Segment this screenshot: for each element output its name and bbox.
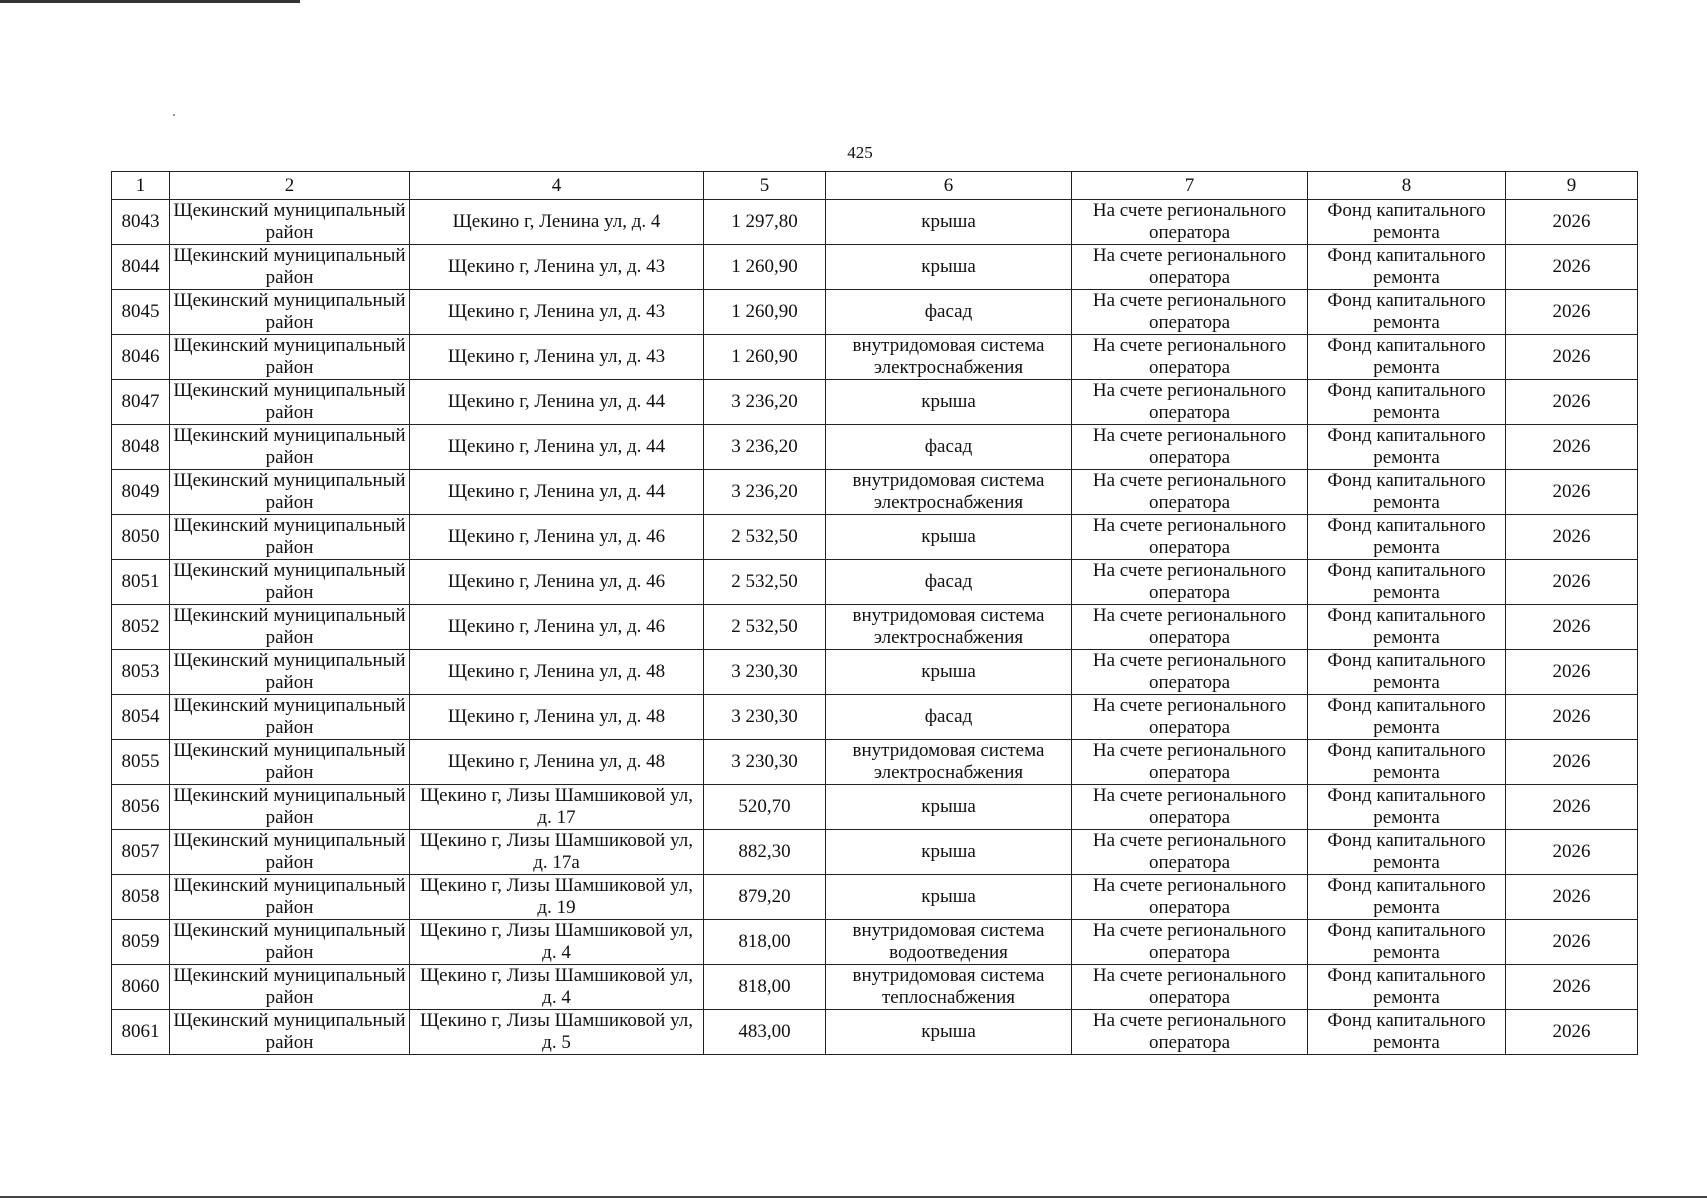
work-type-cell: крыша xyxy=(826,830,1072,875)
column-header: 1 xyxy=(112,172,170,200)
area-cell: 483,00 xyxy=(704,1010,826,1055)
district-cell: Щекинский муниципальный район xyxy=(170,1010,410,1055)
area-cell: 3 230,30 xyxy=(704,740,826,785)
district-cell: Щекинский муниципальный район xyxy=(170,740,410,785)
year-cell: 2026 xyxy=(1506,605,1638,650)
row-number-cell: 8043 xyxy=(112,200,170,245)
area-cell: 1 297,80 xyxy=(704,200,826,245)
year-cell: 2026 xyxy=(1506,785,1638,830)
address-cell: Щекино г, Лизы Шамшиковой ул, д. 19 xyxy=(410,875,704,920)
area-cell: 1 260,90 xyxy=(704,290,826,335)
row-number-cell: 8051 xyxy=(112,560,170,605)
year-cell: 2026 xyxy=(1506,245,1638,290)
address-cell: Щекино г, Ленина ул, д. 46 xyxy=(410,515,704,560)
row-number-cell: 8049 xyxy=(112,470,170,515)
address-cell: Щекино г, Ленина ул, д. 46 xyxy=(410,605,704,650)
year-cell: 2026 xyxy=(1506,650,1638,695)
table-row xyxy=(112,695,1638,740)
top-rule xyxy=(0,0,300,3)
row-number-cell: 8056 xyxy=(112,785,170,830)
address-cell: Щекино г, Лизы Шамшиковой ул, д. 4 xyxy=(410,965,704,1010)
funding-source-cell: Фонд капитального ремонта xyxy=(1308,200,1506,245)
area-cell: 3 230,30 xyxy=(704,650,826,695)
work-type-cell: крыша xyxy=(826,785,1072,830)
row-number-cell: 8046 xyxy=(112,335,170,380)
table-row xyxy=(112,380,1638,425)
year-cell: 2026 xyxy=(1506,740,1638,785)
district-cell: Щекинский муниципальный район xyxy=(170,470,410,515)
funding-source-cell: Фонд капитального ремонта xyxy=(1308,830,1506,875)
account-cell: На счете регионального оператора xyxy=(1072,920,1308,965)
row-number-cell: 8044 xyxy=(112,245,170,290)
column-header: 2 xyxy=(170,172,410,200)
funding-source-cell: Фонд капитального ремонта xyxy=(1308,785,1506,830)
address-cell: Щекино г, Ленина ул, д. 48 xyxy=(410,740,704,785)
account-cell: На счете регионального оператора xyxy=(1072,560,1308,605)
row-number-cell: 8060 xyxy=(112,965,170,1010)
work-type-cell: крыша xyxy=(826,380,1072,425)
funding-source-cell: Фонд капитального ремонта xyxy=(1308,920,1506,965)
table-row xyxy=(112,650,1638,695)
work-type-cell: фасад xyxy=(826,290,1072,335)
column-header: 8 xyxy=(1308,172,1506,200)
address-cell: Щекино г, Ленина ул, д. 46 xyxy=(410,560,704,605)
area-cell: 818,00 xyxy=(704,920,826,965)
funding-source-cell: Фонд капитального ремонта xyxy=(1308,605,1506,650)
account-cell: На счете регионального оператора xyxy=(1072,1010,1308,1055)
year-cell: 2026 xyxy=(1506,470,1638,515)
area-cell: 3 236,20 xyxy=(704,425,826,470)
year-cell: 2026 xyxy=(1506,380,1638,425)
area-cell: 818,00 xyxy=(704,965,826,1010)
table-row xyxy=(112,740,1638,785)
table-row xyxy=(112,515,1638,560)
funding-source-cell: Фонд капитального ремонта xyxy=(1308,650,1506,695)
work-type-cell: фасад xyxy=(826,425,1072,470)
area-cell: 879,20 xyxy=(704,875,826,920)
account-cell: На счете регионального оператора xyxy=(1072,425,1308,470)
row-number-cell: 8048 xyxy=(112,425,170,470)
address-cell: Щекино г, Ленина ул, д. 48 xyxy=(410,650,704,695)
column-header: 4 xyxy=(410,172,704,200)
account-cell: На счете регионального оператора xyxy=(1072,695,1308,740)
district-cell: Щекинский муниципальный район xyxy=(170,515,410,560)
account-cell: На счете регионального оператора xyxy=(1072,875,1308,920)
row-number-cell: 8059 xyxy=(112,920,170,965)
row-number-cell: 8047 xyxy=(112,380,170,425)
row-number-cell: 8061 xyxy=(112,1010,170,1055)
area-cell: 2 532,50 xyxy=(704,605,826,650)
year-cell: 2026 xyxy=(1506,695,1638,740)
district-cell: Щекинский муниципальный район xyxy=(170,245,410,290)
account-cell: На счете регионального оператора xyxy=(1072,245,1308,290)
area-cell: 2 532,50 xyxy=(704,560,826,605)
address-cell: Щекино г, Ленина ул, д. 43 xyxy=(410,290,704,335)
table-row xyxy=(112,200,1638,245)
district-cell: Щекинский муниципальный район xyxy=(170,200,410,245)
work-type-cell: крыша xyxy=(826,515,1072,560)
work-type-cell: крыша xyxy=(826,650,1072,695)
table-row xyxy=(112,785,1638,830)
account-cell: На счете регионального оператора xyxy=(1072,830,1308,875)
row-number-cell: 8058 xyxy=(112,875,170,920)
district-cell: Щекинский муниципальный район xyxy=(170,695,410,740)
district-cell: Щекинский муниципальный район xyxy=(170,335,410,380)
district-cell: Щекинский муниципальный район xyxy=(170,965,410,1010)
area-cell: 3 236,20 xyxy=(704,470,826,515)
account-cell: На счете регионального оператора xyxy=(1072,470,1308,515)
work-type-cell: внутридомовая система электроснабжения xyxy=(826,740,1072,785)
bottom-rule xyxy=(0,1196,1707,1198)
account-cell: На счете регионального оператора xyxy=(1072,740,1308,785)
table-row xyxy=(112,875,1638,920)
work-type-cell: крыша xyxy=(826,200,1072,245)
table-row xyxy=(112,290,1638,335)
work-type-cell: внутридомовая система электроснабжения xyxy=(826,470,1072,515)
funding-source-cell: Фонд капитального ремонта xyxy=(1308,560,1506,605)
district-cell: Щекинский муниципальный район xyxy=(170,785,410,830)
address-cell: Щекино г, Ленина ул, д. 44 xyxy=(410,380,704,425)
funding-source-cell: Фонд капитального ремонта xyxy=(1308,380,1506,425)
column-header: 7 xyxy=(1072,172,1308,200)
work-type-cell: крыша xyxy=(826,1010,1072,1055)
table-row xyxy=(112,605,1638,650)
area-cell: 3 236,20 xyxy=(704,380,826,425)
row-number-cell: 8045 xyxy=(112,290,170,335)
district-cell: Щекинский муниципальный район xyxy=(170,605,410,650)
year-cell: 2026 xyxy=(1506,965,1638,1010)
funding-source-cell: Фонд капитального ремонта xyxy=(1308,875,1506,920)
funding-source-cell: Фонд капитального ремонта xyxy=(1308,695,1506,740)
account-cell: На счете регионального оператора xyxy=(1072,200,1308,245)
work-type-cell: фасад xyxy=(826,695,1072,740)
area-cell: 882,30 xyxy=(704,830,826,875)
district-cell: Щекинский муниципальный район xyxy=(170,830,410,875)
address-cell: Щекино г, Лизы Шамшиковой ул, д. 17а xyxy=(410,830,704,875)
column-header: 9 xyxy=(1506,172,1638,200)
work-type-cell: внутридомовая система водоотведения xyxy=(826,920,1072,965)
account-cell: На счете регионального оператора xyxy=(1072,605,1308,650)
table-body xyxy=(112,200,1638,1055)
row-number-cell: 8055 xyxy=(112,740,170,785)
table-header-row xyxy=(112,172,1638,200)
area-cell: 3 230,30 xyxy=(704,695,826,740)
table-row xyxy=(112,335,1638,380)
work-type-cell: крыша xyxy=(826,245,1072,290)
table-row xyxy=(112,470,1638,515)
row-number-cell: 8053 xyxy=(112,650,170,695)
table-row xyxy=(112,1010,1638,1055)
funding-source-cell: Фонд капитального ремонта xyxy=(1308,1010,1506,1055)
work-type-cell: внутридомовая система теплоснабжения xyxy=(826,965,1072,1010)
year-cell: 2026 xyxy=(1506,560,1638,605)
table-row xyxy=(112,920,1638,965)
address-cell: Щекино г, Ленина ул, д. 44 xyxy=(410,470,704,515)
funding-source-cell: Фонд капитального ремонта xyxy=(1308,425,1506,470)
funding-source-cell: Фонд капитального ремонта xyxy=(1308,965,1506,1010)
account-cell: На счете регионального оператора xyxy=(1072,965,1308,1010)
year-cell: 2026 xyxy=(1506,515,1638,560)
account-cell: На счете регионального оператора xyxy=(1072,335,1308,380)
table-row xyxy=(112,245,1638,290)
funding-source-cell: Фонд капитального ремонта xyxy=(1308,335,1506,380)
page-number: 425 xyxy=(847,143,873,162)
funding-source-cell: Фонд капитального ремонта xyxy=(1308,290,1506,335)
year-cell: 2026 xyxy=(1506,200,1638,245)
address-cell: Щекино г, Лизы Шамшиковой ул, д. 4 xyxy=(410,920,704,965)
district-cell: Щекинский муниципальный район xyxy=(170,380,410,425)
repair-program-table xyxy=(111,171,1638,1055)
account-cell: На счете регионального оператора xyxy=(1072,650,1308,695)
work-type-cell: фасад xyxy=(826,560,1072,605)
address-cell: Щекино г, Ленина ул, д. 44 xyxy=(410,425,704,470)
address-cell: Щекино г, Лизы Шамшиковой ул, д. 5 xyxy=(410,1010,704,1055)
address-cell: Щекино г, Ленина ул, д. 43 xyxy=(410,245,704,290)
area-cell: 1 260,90 xyxy=(704,335,826,380)
account-cell: На счете регионального оператора xyxy=(1072,785,1308,830)
area-cell: 520,70 xyxy=(704,785,826,830)
year-cell: 2026 xyxy=(1506,830,1638,875)
funding-source-cell: Фонд капитального ремонта xyxy=(1308,515,1506,560)
year-cell: 2026 xyxy=(1506,425,1638,470)
table-row xyxy=(112,560,1638,605)
account-cell: На счете регионального оператора xyxy=(1072,515,1308,560)
work-type-cell: внутридомовая система электроснабжения xyxy=(826,605,1072,650)
row-number-cell: 8050 xyxy=(112,515,170,560)
year-cell: 2026 xyxy=(1506,875,1638,920)
work-type-cell: внутридомовая система электроснабжения xyxy=(826,335,1072,380)
district-cell: Щекинский муниципальный район xyxy=(170,920,410,965)
table-row xyxy=(112,425,1638,470)
scan-speck xyxy=(173,114,175,116)
address-cell: Щекино г, Лизы Шамшиковой ул, д. 17 xyxy=(410,785,704,830)
funding-source-cell: Фонд капитального ремонта xyxy=(1308,740,1506,785)
row-number-cell: 8052 xyxy=(112,605,170,650)
table-row xyxy=(112,965,1638,1010)
funding-source-cell: Фонд капитального ремонта xyxy=(1308,470,1506,515)
column-header: 6 xyxy=(826,172,1072,200)
table-row xyxy=(112,830,1638,875)
address-cell: Щекино г, Ленина ул, д. 43 xyxy=(410,335,704,380)
district-cell: Щекинский муниципальный район xyxy=(170,875,410,920)
row-number-cell: 8057 xyxy=(112,830,170,875)
address-cell: Щекино г, Ленина ул, д. 4 xyxy=(410,200,704,245)
area-cell: 1 260,90 xyxy=(704,245,826,290)
district-cell: Щекинский муниципальный район xyxy=(170,290,410,335)
row-number-cell: 8054 xyxy=(112,695,170,740)
year-cell: 2026 xyxy=(1506,1010,1638,1055)
column-header: 5 xyxy=(704,172,826,200)
district-cell: Щекинский муниципальный район xyxy=(170,650,410,695)
district-cell: Щекинский муниципальный район xyxy=(170,560,410,605)
district-cell: Щекинский муниципальный район xyxy=(170,425,410,470)
year-cell: 2026 xyxy=(1506,920,1638,965)
work-type-cell: крыша xyxy=(826,875,1072,920)
account-cell: На счете регионального оператора xyxy=(1072,380,1308,425)
area-cell: 2 532,50 xyxy=(704,515,826,560)
year-cell: 2026 xyxy=(1506,290,1638,335)
address-cell: Щекино г, Ленина ул, д. 48 xyxy=(410,695,704,740)
year-cell: 2026 xyxy=(1506,335,1638,380)
funding-source-cell: Фонд капитального ремонта xyxy=(1308,245,1506,290)
account-cell: На счете регионального оператора xyxy=(1072,290,1308,335)
